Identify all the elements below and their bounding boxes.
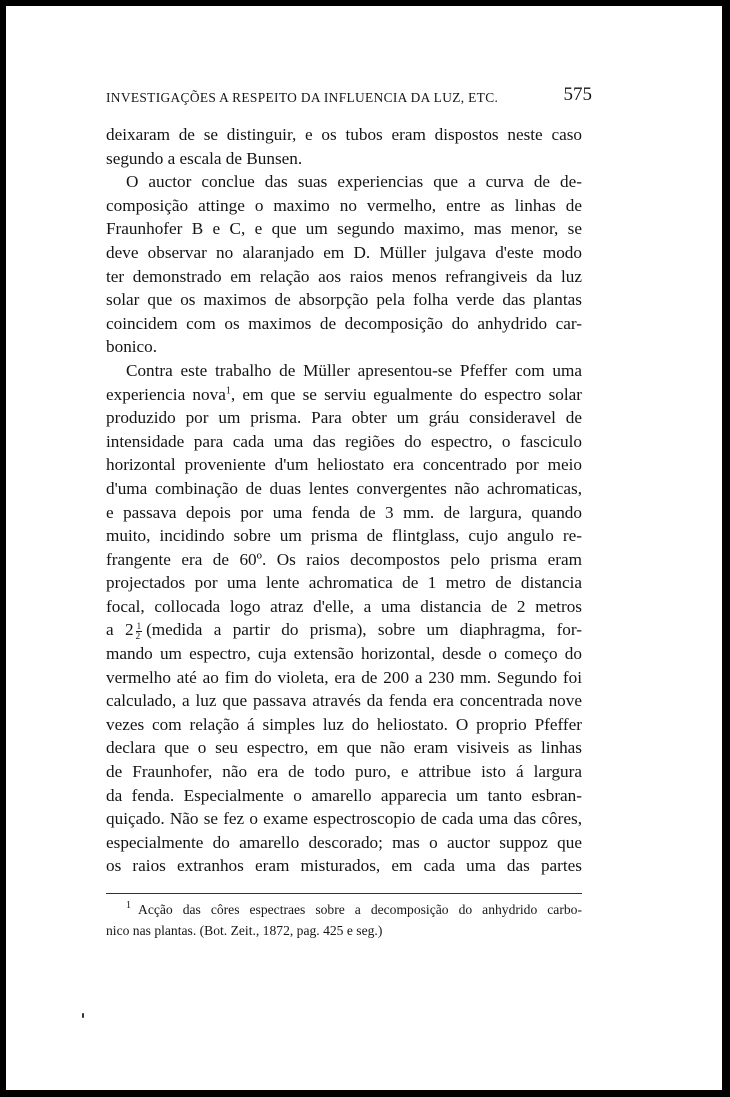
text-line: projectados por uma lente achromatica de 1 metro de distancia xyxy=(106,573,582,593)
fraction-numerator: 1 xyxy=(136,621,142,632)
running-title: INVESTIGAÇÕES A RESPEITO DA INFLUENCIA DA LUZ, ETC. xyxy=(106,90,499,105)
text-line: horizontal proveniente d'um heliostato era concentrado por meio xyxy=(106,455,582,475)
text-line: O auctor conclue das suas experiencias que a curva de de- xyxy=(126,172,582,192)
footnote-line xyxy=(106,899,582,920)
text-line: solar que os maximos de absorpção pela folha verde das plantas xyxy=(106,290,582,310)
text-line: composição attinge o maximo no vermelho, entre as linhas de xyxy=(106,195,582,215)
text-line: os raios extranhos eram misturados, em cada uma das partes xyxy=(106,856,582,876)
text-line: ter demonstrado em relação aos raios menos refrangiveis da luz xyxy=(106,266,582,286)
text-line: frangente era de 60º. Os raios decompostos pelo prisma eram xyxy=(106,549,582,569)
text-line: coincidem com os maximos de decomposição do anhydrido car- xyxy=(106,313,582,333)
footnote-reference: 1 xyxy=(225,384,231,396)
footnote-divider xyxy=(106,893,582,894)
text-line: declara que o seu espectro, em que não eram visiveis as linhas xyxy=(106,738,582,758)
text-line: e passava depois por uma fenda de 3 mm. de largura, quando xyxy=(106,502,582,522)
text-line: d'uma combinação de duas lentes convergentes não achromaticas, xyxy=(106,478,582,498)
text-segment: a 2 xyxy=(106,620,134,640)
text-line: muito, incidindo sobre um prisma de flintglass, cujo angulo re- xyxy=(106,526,582,546)
text-segment: , em que se serviu egualmente do espectro solar xyxy=(230,384,582,404)
text-line: deixaram de se distinguir, e os tubos eram dispostos neste caso xyxy=(106,125,582,144)
text-line: Contra este trabalho de Müller apresentou-se Pfeffer com uma xyxy=(126,360,582,380)
text-line: vermelho até ao fim do violeta, era de 200 a 230 mm. Segundo foi xyxy=(106,667,582,687)
text-line: focal, collocada logo atraz d'elle, a uma distancia de 2 metros xyxy=(106,596,582,616)
footnote-marker: 1 xyxy=(126,900,131,912)
text-line: calculado, a luz que passava através da fenda era concentrada nove xyxy=(106,691,582,711)
text-line: da fenda. Especialmente o amarello apparecia um tanto esbran- xyxy=(106,785,582,805)
fraction-denominator: 2 xyxy=(135,631,141,642)
text-line: segundo a escala de Bunsen. xyxy=(106,148,303,168)
text-line: produzido por um prisma. Para obter um gráu consideravel de xyxy=(106,408,582,428)
fraction-half xyxy=(136,622,143,641)
text-line: bonico. xyxy=(106,337,158,357)
footnote-line: nico nas plantas. (Bot. Zeit., 1872, pag. 425 e seg.) xyxy=(106,923,383,938)
text-line xyxy=(106,618,582,642)
page-header xyxy=(106,84,592,112)
ink-speck xyxy=(82,1013,84,1018)
text-line: deve observar no alaranjado em D. Müller julgava d'este modo xyxy=(106,242,582,262)
text-line: de Fraunhofer, não era de todo puro, e attribue isto á largura xyxy=(106,762,582,782)
book-page xyxy=(6,6,722,1090)
footnote xyxy=(106,899,582,941)
text-line: quiçado. Não se fez o exame espectroscopio de cada uma das côres, xyxy=(106,809,582,829)
text-line: intensidade para cada uma das regiões do espectro, o fasciculo xyxy=(106,431,582,451)
text-line: Fraunhofer B e C, e que um segundo maximo, mas menor, se xyxy=(106,219,582,239)
text-line: vezes com relação á simples luz do heliostato. O proprio Pfeffer xyxy=(106,714,582,734)
text-segment: experiencia nova xyxy=(106,384,226,404)
text-segment: (medida a partir do prisma), sobre um diaphragma, for- xyxy=(146,620,582,640)
body-text xyxy=(106,123,582,878)
page-number: 575 xyxy=(563,84,592,105)
footnote-text: Acção das côres espectraes sobre a decomposição do anhydrido carbo- xyxy=(138,902,582,917)
text-line: mando um espectro, cuja extensão horizontal, desde o começo do xyxy=(106,644,582,664)
text-line xyxy=(106,383,582,407)
text-line: especialmente do amarello descorado; mas o auctor suppoz que xyxy=(106,832,582,852)
